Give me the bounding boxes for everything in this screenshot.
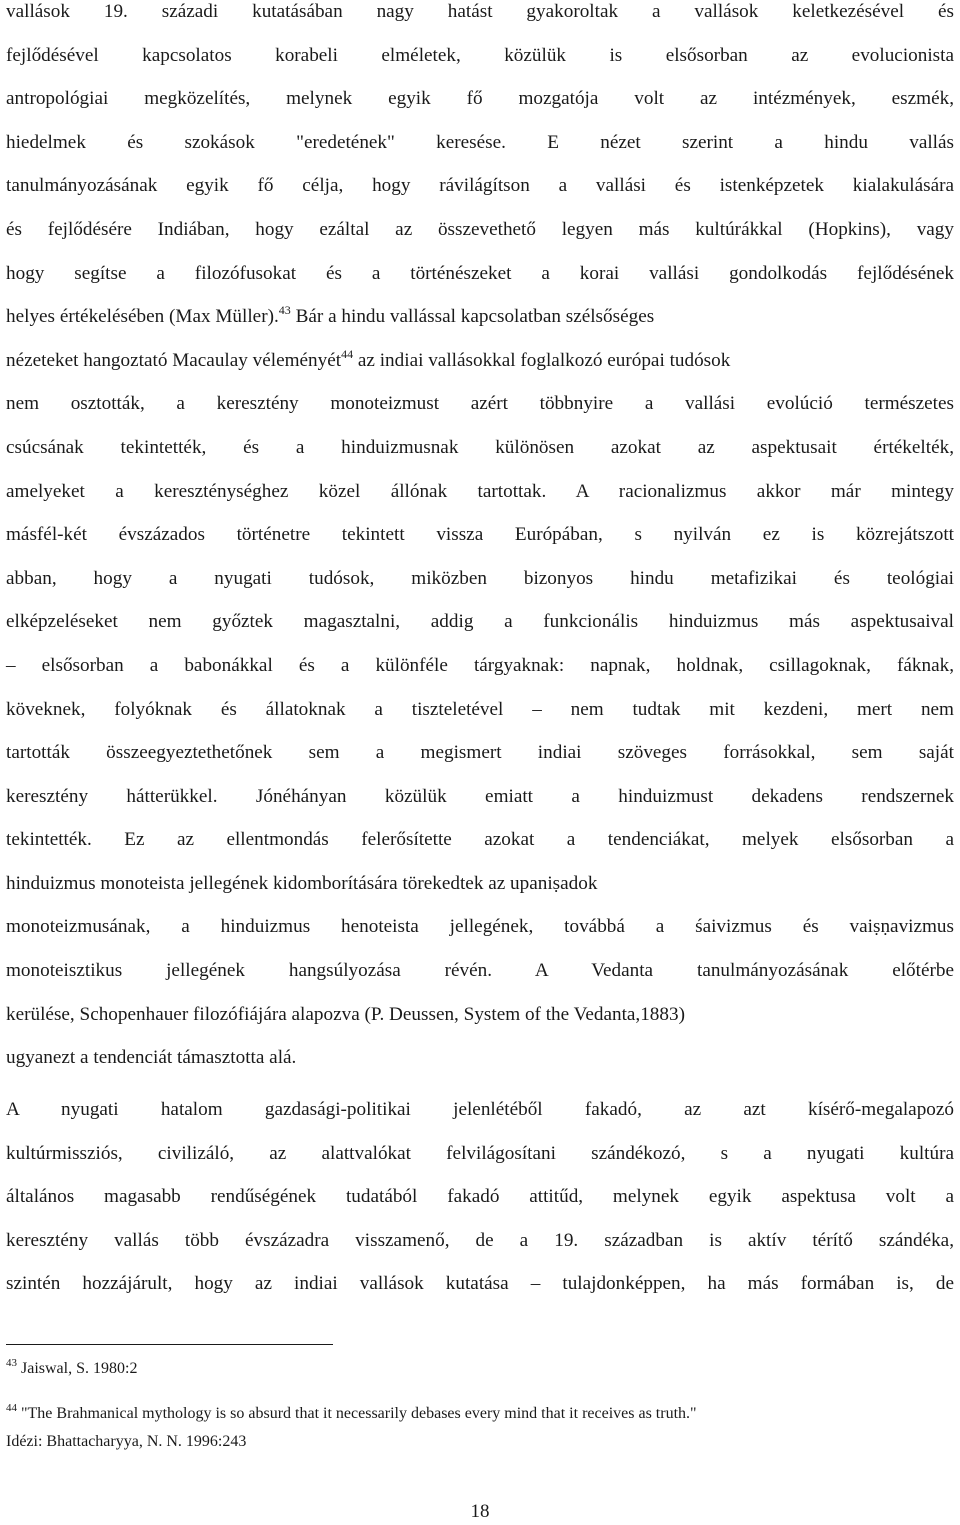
footnote-ref-44[interactable]: 44 [341, 346, 354, 361]
text-line: amelyeket a kereszténységhez közel állónak tartottak. A racionalizmus akkor már mintegy [6, 480, 954, 502]
text-segment: Bár a hindu vallással kapcsolatban szélsőséges [290, 306, 655, 328]
text-line [6, 295, 954, 339]
text-line: hiedelmek és szokások "eredetének" keresése. E nézet szerint a hindu vallás [6, 131, 954, 153]
footnote-text: "The Brahmanical mythology is so absurd that it necessarily debases every mind that it receives as truth." [17, 1405, 697, 1422]
text-line: monoteisztikus jellegének hangsúlyozása révén. A Vedanta tanulmányozásának előtérbe [6, 960, 954, 982]
text-line: elképzeléseket nem győztek magasztalni, addig a funkcionális hinduizmus más aspektusaival [6, 611, 954, 633]
body-paragraph-1 [6, 0, 954, 1080]
footnote-text: Jaiswal, S. 1980:2 [17, 1360, 138, 1377]
text-line: csúcsának tekintették, és a hinduizmusnak különösen azokat az aspektusait értékelték, [6, 436, 954, 458]
footnote-43 [6, 1357, 137, 1381]
text-line: általános magasabb rendűségének tudatából fakadó attitűd, melynek egyik aspektusa volt a [6, 1186, 954, 1208]
footnote-number: 43 [6, 1357, 17, 1369]
text-line: – elsősorban a babonákkal és a különféle tárgyaknak: napnak, holdnak, csillagoknak, fáknak, [6, 654, 954, 676]
footnote-number: 44 [6, 1402, 17, 1414]
text-line: kultúrmissziós, civilizáló, az alattvalókat felvilágosítani szándékozó, s a nyugati kultúra [6, 1142, 954, 1164]
text-line: szintén hozzájárult, hogy az indiai vallások kutatása – tulajdonképpen, ha más formában is, de [6, 1273, 954, 1295]
text-line: ugyanezt a tendenciát támasztotta alá. [6, 1047, 297, 1069]
text-line: tartották összeegyeztethetőnek sem a megismert indiai szöveges forrásokkal, sem saját [6, 742, 954, 764]
text-line: vallások 19. századi kutatásában nagy hatást gyakoroltak a vallások keletkezésével és [6, 1, 954, 22]
text-line: köveknek, folyóknak és állatoknak a tiszteletével – nem tudtak mit kezdeni, mert nem [6, 698, 954, 720]
text-line: A nyugati hatalom gazdasági-politikai jelenlétéből fakadó, az azt kísérő-megalapozó [6, 1099, 954, 1120]
text-line [6, 339, 954, 383]
text-line: abban, hogy a nyugati tudósok, miközben bizonyos hindu metafizikai és teológiai [6, 567, 954, 589]
body-paragraph-2 [6, 1088, 954, 1306]
text-segment: nézeteket hangoztató Macaulay véleményét [6, 349, 342, 371]
text-line: hogy segítse a filozófusokat és a történészeket a korai vallási gondolkodás fejlődésének [6, 262, 954, 284]
footnote-44 [6, 1402, 697, 1426]
text-line: másfél-két évszázados történetre tekintett vissza Európában, s nyilván ez is közrejátszott [6, 524, 954, 546]
text-segment: helyes értékelésében (Max Müller). [6, 306, 279, 328]
text-line: fejlődésével kapcsolatos korabeli elméletek, közülük is elsősorban az evolucionista [6, 44, 954, 66]
text-line: keresztény vallás több évszázadra visszamenő, de a 19. században is aktív térítő szándéka, [6, 1229, 954, 1251]
text-line: és fejlődésére Indiában, hogy ezáltal az összevethető legyen más kultúrákkal (Hopkins), vagy [6, 218, 954, 240]
text-line: monoteizmusának, a hinduizmus henoteista jellegének, továbbá a śaivizmus és vaiṣṇavizmus [6, 916, 954, 938]
text-line: tanulmányozásának egyik fő célja, hogy rávilágítson a vallási és istenképzetek kialakulására [6, 175, 954, 197]
footnote-separator [6, 1344, 333, 1345]
text-line: keresztény hátterükkel. Jónéhányan közülük emiatt a hinduizmust dekadens rendszernek [6, 785, 954, 807]
footnote-44-continuation: Idézi: Bhattacharyya, N. N. 1996:243 [6, 1433, 247, 1450]
page-number: 18 [470, 1501, 490, 1522]
text-line: antropológiai megközelítés, melynek egyik fő mozgatója volt az intézmények, eszmék, [6, 88, 954, 110]
text-line: kerülése, Schopenhauer filozófiájára alapozva (P. Deussen, System of the Vedanta,1883) [6, 1003, 685, 1025]
text-line: hinduizmus monoteista jellegének kidomborítására törekedtek az upaniṣadok [6, 872, 598, 894]
footnote-ref-43[interactable]: 43 [278, 303, 291, 318]
text-line: nem osztották, a keresztény monoteizmust azért többnyire a vallási evolúció természetes [6, 393, 954, 415]
text-line: tekintették. Ez az ellentmondás felerősítette azokat a tendenciákat, melyek elsősorban a [6, 829, 954, 851]
text-segment: az indiai vallásokkal foglalkozó európai tudósok [353, 349, 731, 371]
